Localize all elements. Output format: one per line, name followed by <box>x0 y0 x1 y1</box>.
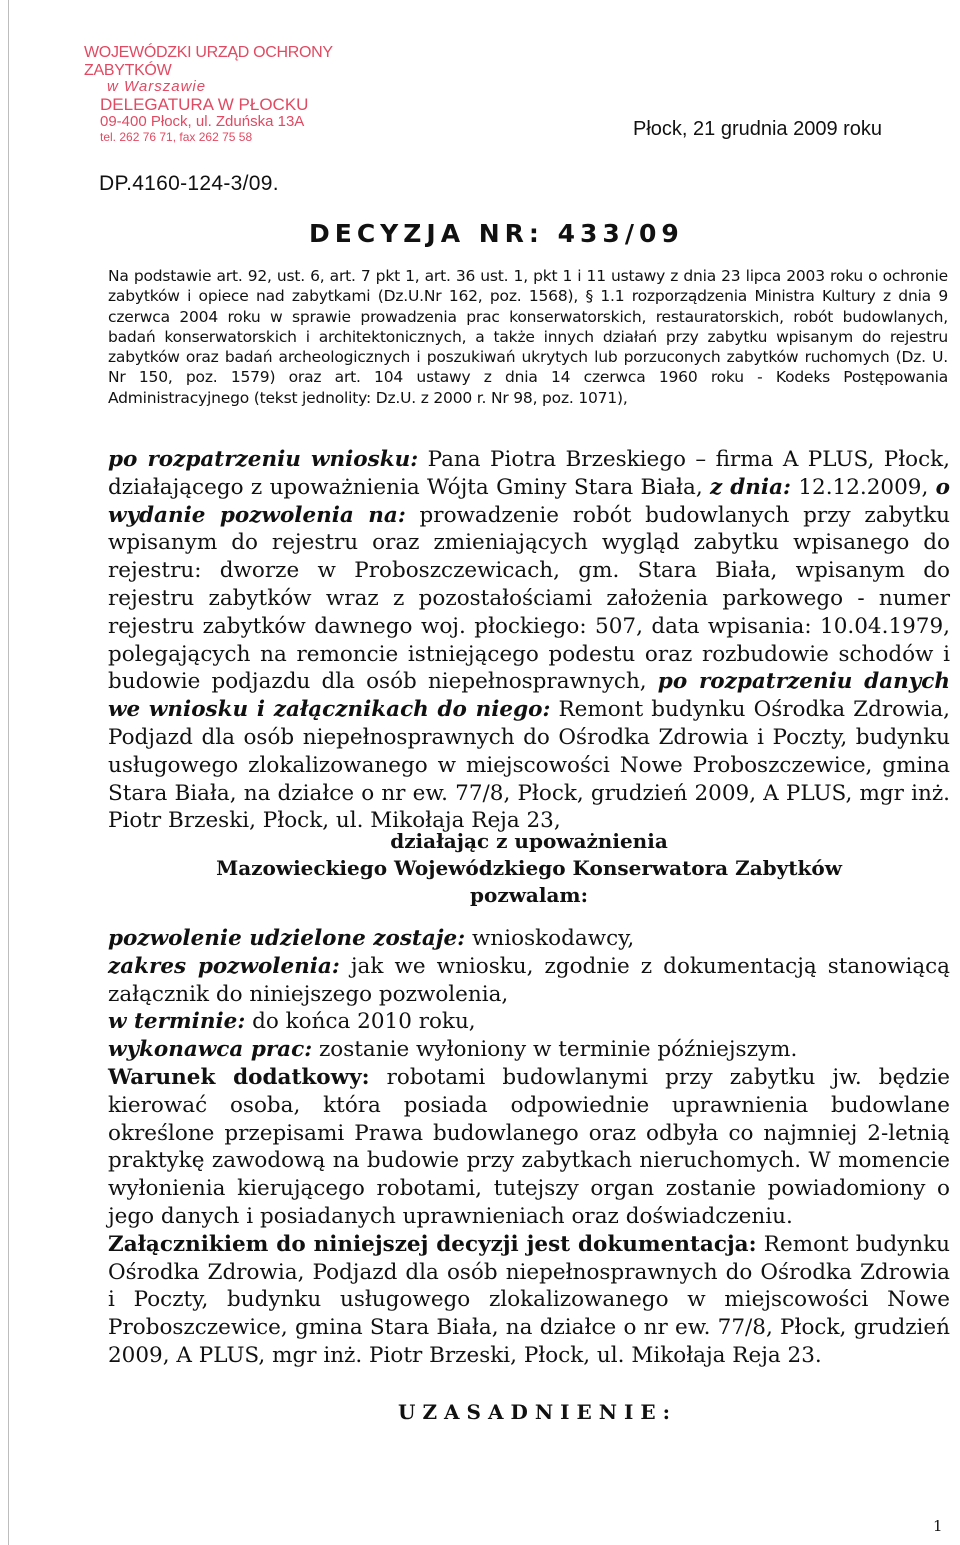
disposition-section <box>108 925 950 1370</box>
label-additional-condition: Warunek dodatkowy: <box>108 1064 370 1090</box>
disposition-item <box>108 1231 950 1370</box>
disposition-item <box>108 925 950 953</box>
authority-block <box>108 828 950 909</box>
label-deadline: w terminie: <box>108 1009 246 1035</box>
disposition-text: robotami budowlanymi przy zabytku jw. będzie kierować osoba, która posiada odpowiednie uprawnienia budowlane określone przepisami Prawa budowlanego oraz odbyła co najmniej 2-letnią praktykę zawodową na budowie przy zabytkach nieruchomych. W momencie wyłonienia kierującego robotami, tutejszy organ zostanie powiadomiony o jego danych i posiadanych uprawnieniach oraz doświadczeniu. <box>108 1064 950 1229</box>
disposition-item <box>108 1064 950 1231</box>
page-number: 1 <box>933 1517 943 1535</box>
decision-title: DECYZJA NR: 433/09 <box>309 219 684 248</box>
label-documents-review: po rozpatrzeniu danych we wniosku i załącznikach do niego: <box>108 669 950 723</box>
label-after-review: po rozpatrzeniu wniosku: <box>108 447 419 472</box>
disposition-text: wnioskodawcy, <box>465 926 635 951</box>
stamp-line-office: WOJEWÓDZKI URZĄD OCHRONY ZABYTKÓW <box>84 44 333 79</box>
label-scope: zakres pozwolenia: <box>108 953 340 979</box>
authority-line-permit: pozwalam: <box>470 883 588 907</box>
page-margin-line <box>8 0 9 1545</box>
disposition-text: zostanie wyłoniony w terminie późniejszym. <box>312 1037 798 1063</box>
main-text-applicant: Pana Piotra Brzeskiego – firma A PLUS, Płock, działającego z upoważnienia Wójta Gminy Stara Biała, <box>108 447 951 500</box>
stamp-line-phone: tel. 262 76 71, fax 262 75 58 <box>100 129 253 144</box>
main-text-documents: Remont budynku Ośrodka Zdrowia, Podjazd dla osób niepełnosprawnych do Ośrodka Zdrowia i Poczty, budynku usługowego zlokalizowanego w miejscowości Nowe Proboszczewice, gmina Stara Biała, na działce o nr ew. 77/8, Płock, grudzień 2009, A PLUS, mgr inż. Piotr Brzeski, Płock, ul. Mikołaja Reja 23, <box>108 697 951 834</box>
label-attachment: Załącznikiem do niniejszej decyzji jest dokumentacja: <box>108 1231 757 1257</box>
document-date: Płock, 21 grudnia 2009 roku <box>633 118 883 140</box>
disposition-item <box>108 953 950 1009</box>
label-contractor: wykonawca prac: <box>108 1037 313 1063</box>
stamp-line-address: 09-400 Płock, ul. Zduńska 13A <box>100 113 305 131</box>
authority-line-acting: działając z upoważnienia <box>390 829 668 853</box>
label-permit-request: o wydanie pozwolenia na: <box>108 474 950 528</box>
authority-line-conservator: Mazowieckiego Wojewódzkiego Konserwatora Zabytków <box>216 856 842 880</box>
disposition-text: do końca 2010 roku, <box>245 1009 476 1035</box>
main-text-scope: prowadzenie robót budowlanych przy zabytku wpisanym do rejestru oraz zmieniających wygląd zabytku wpisanego do rejestru: dworze w Proboszczewicach, gm. Stara Biała, wpisanym do rejestru zabytków wraz z pozostałościami założenia parkowego - numer rejestru zabytków dawnego woj. płockiego: 507, data wpisania: 10.04.1979, polegających na remoncie istniejącego podestu oraz rozbudowie schodów i budowie podjazdu dla osób niepełnosprawnych, <box>108 502 950 695</box>
stamp-line-branch: DELEGATURA W PŁOCKU <box>100 94 309 114</box>
disposition-item <box>108 1008 950 1036</box>
stamp-line-city: w Warszawie <box>107 78 207 96</box>
disposition-text: Remont budynku Ośrodka Zdrowia, Podjazd dla osób niepełnosprawnych do Ośrodka Zdrowia i Poczty, budynku usługowego zlokalizowanego w miejscowości Nowe Proboszczewice, gmina Stara Biała, na działce o nr ew. 77/8, Płock, grudzień 2009, A PLUS, mgr inż. Piotr Brzeski, Płock, ul. Mikołaja Reja 23. <box>108 1231 951 1368</box>
document-signature-number: DP.4160-124-3/09. <box>99 172 279 195</box>
main-text-date: 12.12.2009, <box>790 474 936 500</box>
office-stamp <box>84 44 384 144</box>
label-granted-to: pozwolenie udzielone zostaje: <box>108 926 466 951</box>
justification-heading: UZASADNIENIE: <box>398 1400 678 1424</box>
disposition-item <box>108 1036 950 1064</box>
main-paragraph <box>108 446 950 835</box>
disposition-text: jak we wniosku, zgodnie z dokumentacją stanowiącą załącznik do niniejszego pozwolenia, <box>108 953 950 1007</box>
legal-basis-paragraph: Na podstawie art. 92, ust. 6, art. 7 pkt 1, art. 36 ust. 1, pkt 1 i 11 ustawy z dnia 23 lipca 2003 roku o ochronie zabytków i opiece nad zabytkami (Dz.U.Nr 162, poz. 1568), § 1.1 rozporządzenia Ministra Kultury z dnia 9 czerwca 2004 roku w sprawie prowadzenia prac konserwatorskich, restauratorskich, robót budowlanych, badań konserwatorskich i architektonicznych, a także innych działań przy zabytku wpisanym do rejestru zabytków oraz badań archeologicznych i poszukiwań ukrytych lub porzuconych zabytków ruchomych (Dz. U. Nr 150, poz. 1579) oraz art. 104 ustawy z dnia 14 czerwca 1960 roku - Kodeks Postępowania Administracyjnego (tekst jednolity: Dz.U. z 2000 r. Nr 98, poz. 1071), <box>108 267 948 407</box>
label-dated: z dnia: <box>710 474 791 500</box>
